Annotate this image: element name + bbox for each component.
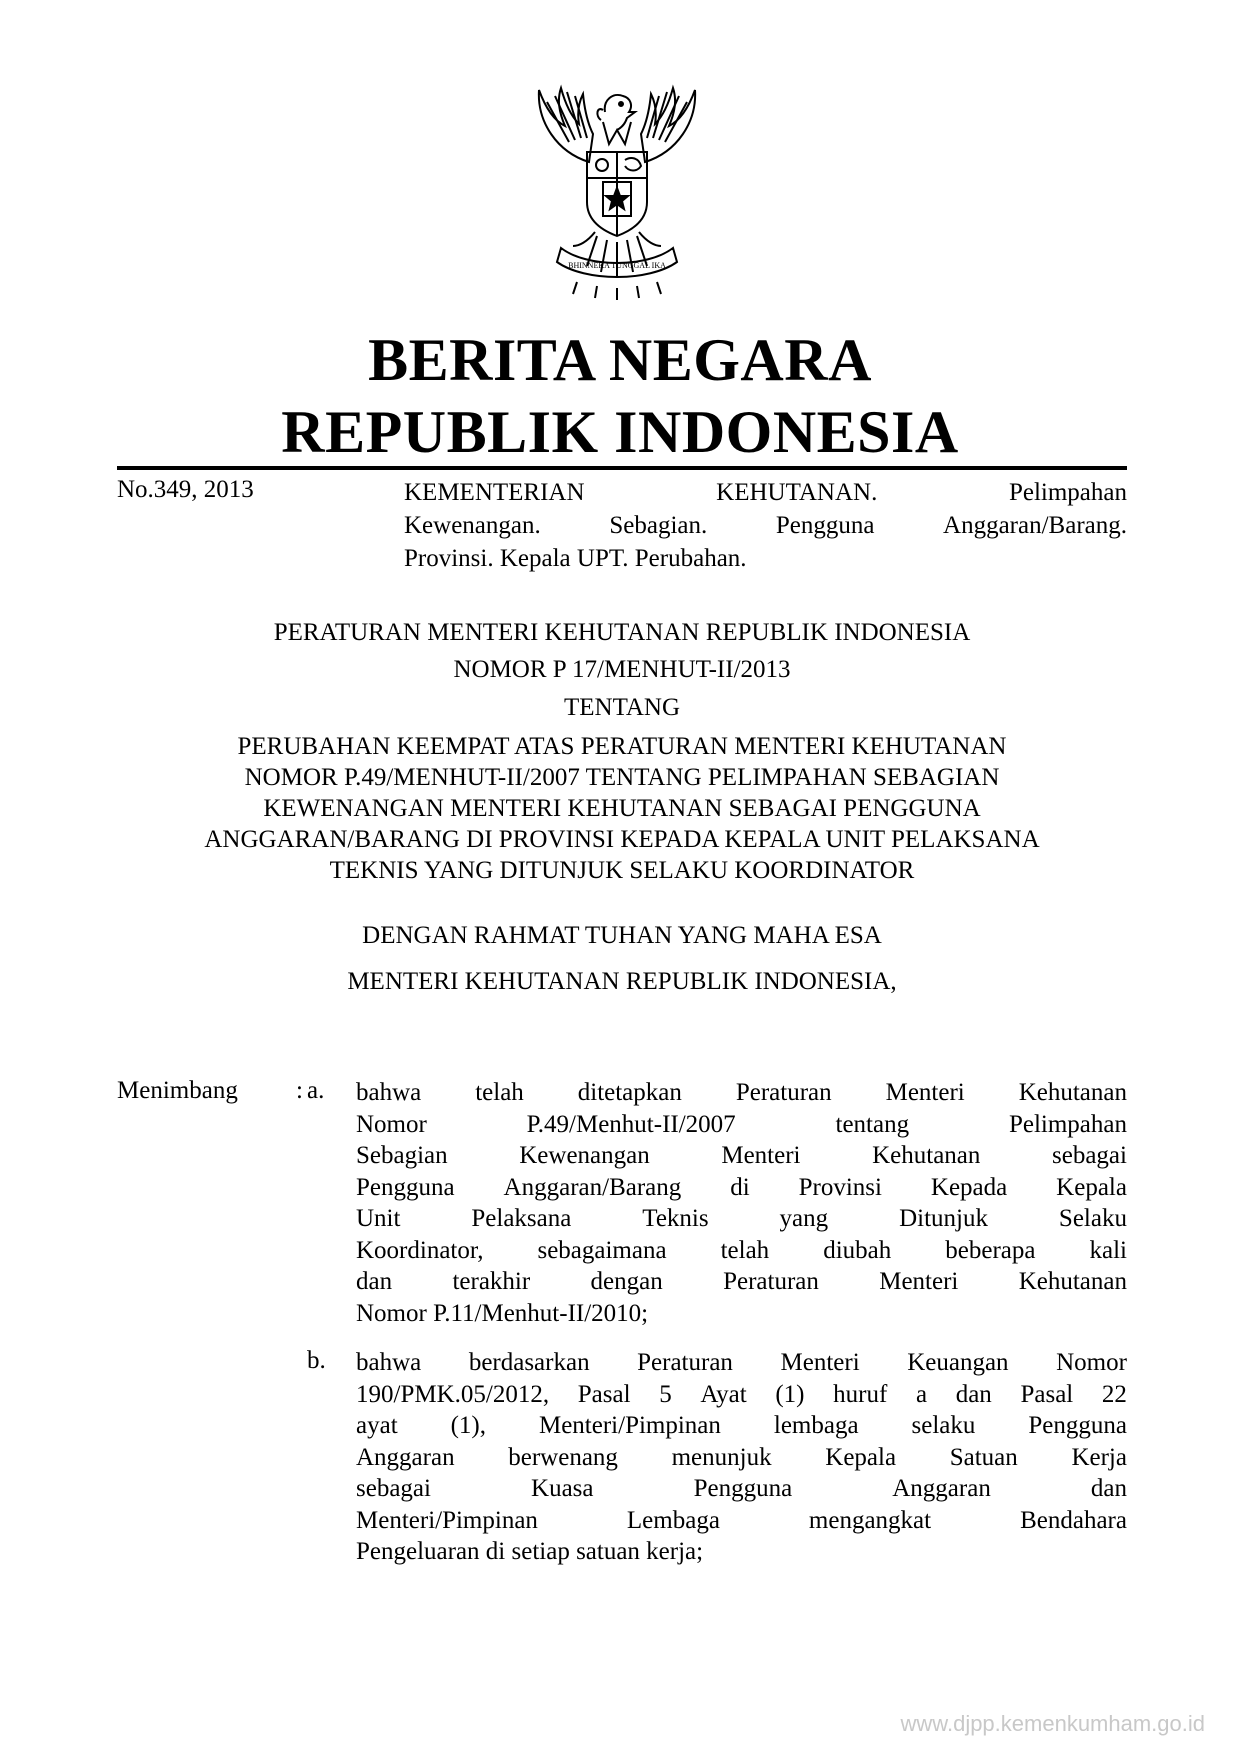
svg-text:BHINNEKA TUNGGAL IKA: BHINNEKA TUNGGAL IKA [568, 261, 666, 270]
considerations-separator: : [296, 1077, 303, 1104]
text-line: bahwa berdasarkan Peraturan Menteri Keuangan Nomor [356, 1349, 1127, 1376]
gazette-number: No.349, 2013 [117, 476, 254, 503]
regulation-title: PERATURAN MENTERI KEHUTANAN REPUBLIK INDONESIA [273, 619, 971, 646]
text-line: Anggaran berwenang menunjuk Kepala Satuan Kerja [356, 1443, 1127, 1471]
regulation-heading [117, 617, 1127, 691]
text-line: Unit Pelaksana Teknis yang Ditunjuk Selaku [356, 1205, 1127, 1232]
text-line: ayat (1), Menteri/Pimpinan lembaga selaku Pengguna [356, 1412, 1127, 1439]
text-line: Nomor P.49/Menhut-II/2007 tentang Pelimpahan [356, 1110, 1127, 1138]
text-line: Sebagian Kewenangan Menteri Kehutanan sebagai [356, 1142, 1127, 1169]
gazette-subject [404, 476, 1127, 575]
about-line: TEKNIS YANG DITUNJUK SELAKU KOORDINATOR [329, 857, 915, 884]
about-line: PERUBAHAN KEEMPAT ATAS PERATURAN MENTERI KEHUTANAN [237, 733, 1007, 760]
text-line: dan terakhir dengan Peraturan Menteri Kehutanan [356, 1268, 1127, 1295]
garuda-emblem-icon [517, 82, 717, 302]
text-line: Menteri/Pimpinan Lembaga mengangkat Bendahara [356, 1506, 1127, 1534]
subject-line: Provinsi. Kepala UPT. Perubahan. [404, 545, 747, 572]
item-letter-a: a. [307, 1077, 325, 1104]
masthead-title-line1: BERITA NEGARA [368, 327, 872, 393]
source-watermark: www.djpp.kemenkumham.go.id [900, 1711, 1205, 1736]
text-line: sebagai Kuasa Pengguna Anggaran dan [356, 1475, 1127, 1502]
text-line: Koordinator, sebagaimana telah diubah beberapa kali [356, 1236, 1127, 1264]
text-line: bahwa telah ditetapkan Peraturan Menteri Kehutanan [356, 1079, 1127, 1106]
about-line: KEWENANGAN MENTERI KEHUTANAN SEBAGAI PENGGUNA [263, 795, 981, 822]
blessing-line: DENGAN RAHMAT TUHAN YANG MAHA ESA [362, 922, 882, 949]
text-line: Pengeluaran di setiap satuan kerja; [356, 1538, 704, 1565]
subject-line: KEMENTERIAN KEHUTANAN. Pelimpahan [404, 479, 1127, 506]
item-letter-b: b. [307, 1347, 326, 1374]
masthead-title-line2: REPUBLIK INDONESIA [281, 399, 959, 465]
regulation-about [117, 731, 1127, 886]
text-line: Nomor P.11/Menhut-II/2010; [356, 1299, 649, 1327]
text-line: Pengguna Anggaran/Barang di Provinsi Kepada Kepala [356, 1173, 1127, 1201]
regulation-number: NOMOR P 17/MENHUT-II/2013 [453, 656, 791, 683]
considerations-label: Menimbang [117, 1077, 238, 1104]
about-line: NOMOR P.49/MENHUT-II/2007 TENTANG PELIMPAHAN SEBAGIAN [244, 764, 1000, 791]
about-label: TENTANG [563, 694, 681, 721]
masthead-divider [117, 466, 1127, 470]
issuer-line: MENTERI KEHUTANAN REPUBLIK INDONESIA, [347, 968, 897, 995]
about-line: ANGGARAN/BARANG DI PROVINSI KEPADA KEPALA UNIT PELAKSANA [204, 826, 1040, 853]
text-line: 190/PMK.05/2012, Pasal 5 Ayat (1) huruf a dan Pasal 22 [356, 1380, 1127, 1408]
subject-line: Kewenangan. Sebagian. Pengguna Anggaran/Barang. [404, 512, 1127, 539]
consideration-item-a [356, 1077, 1127, 1329]
preamble [117, 920, 1127, 1012]
consideration-item-b [356, 1347, 1127, 1568]
